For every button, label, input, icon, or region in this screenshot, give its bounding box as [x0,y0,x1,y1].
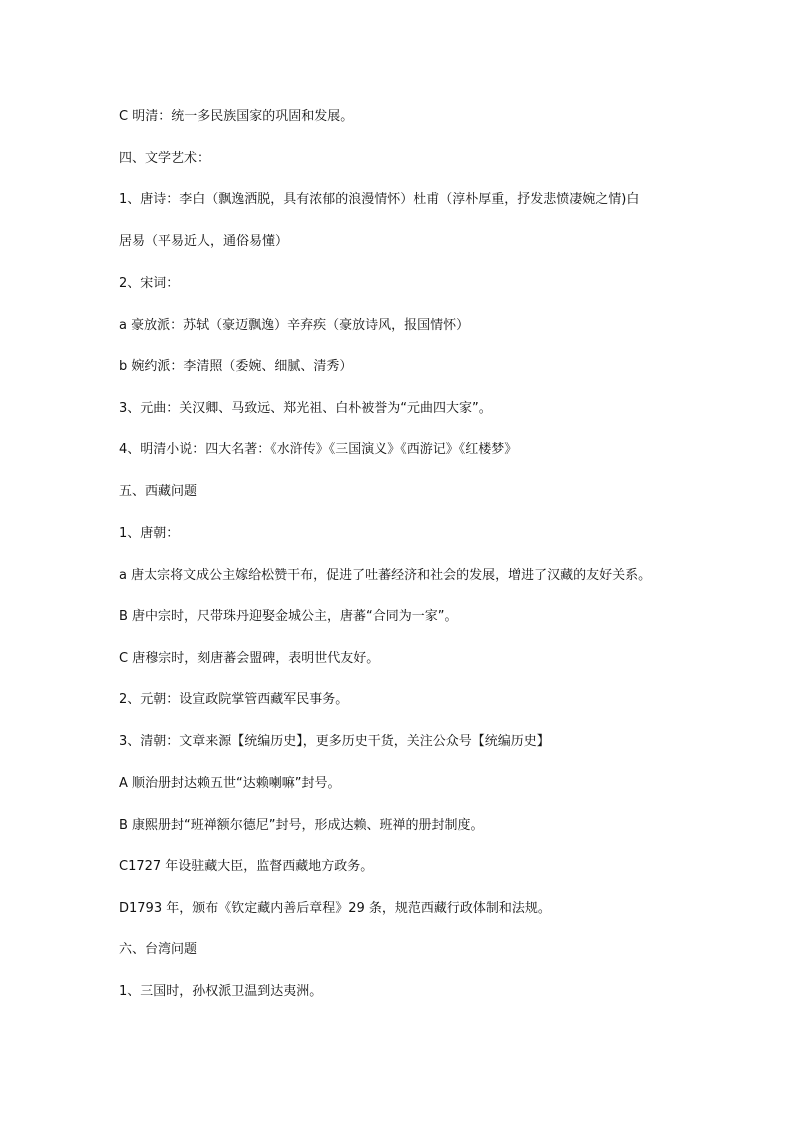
text-line: 1、唐诗：李白（飘逸洒脱，具有浓郁的浪漫情怀）杜甫（淳朴厚重，抒发悲愤凄婉之情)白 [119,192,640,207]
text-line: B 康熙册封“班禅额尔德尼”封号，形成达赖、班禅的册封制度。 [119,818,484,833]
text-line: C 唐穆宗时，刻唐蕃会盟碑，表明世代友好。 [119,651,380,666]
section-heading: 五、西藏问题 [119,484,198,499]
text-line: 1、唐朝： [119,526,180,541]
section-heading: 四、文学艺术： [119,151,211,166]
text-line: 4、明清小说：四大名著：《水浒传》《三国演义》《西游记》《红楼梦》 [119,442,518,457]
text-line: 3、清朝：文章来源【统编历史】，更多历史干货，关注公众号【统编历史】 [119,734,550,749]
text-line: A 顺治册封达赖五世“达赖喇嘛”封号。 [119,776,341,791]
section-heading: 六、台湾问题 [119,942,198,957]
text-line: B 唐中宗时，尺带珠丹迎娶金城公主，唐蕃“合同为一家”。 [119,609,458,624]
text-line: 2、宋词： [119,276,180,291]
text-line: 3、元曲：关汉卿、马致远、郑光祖、白朴被誉为“元曲四大家”。 [119,401,492,416]
text-line: b 婉约派：李清照（委婉、细腻、清秀） [119,359,353,374]
text-line: a 豪放派：苏轼（豪迈飘逸）辛弃疾（豪放诗风，报国情怀） [119,318,470,333]
text-line: C1727 年设驻藏大臣，监督西藏地方政务。 [119,859,374,874]
text-line: C 明清：统一多民族国家的巩固和发展。 [119,109,354,124]
text-line: 居易（平易近人，通俗易懂） [119,234,289,249]
text-line: 1、三国时，孙权派卫温到达夷洲。 [119,984,323,999]
text-line: a 唐太宗将文成公主嫁给松赞干布，促进了吐蕃经济和社会的发展，增进了汉藏的友好关系。 [119,568,652,583]
text-line: D1793 年，颁布《钦定藏内善后章程》29 条，规范西藏行政体制和法规。 [119,901,551,916]
text-line: 2、元朝：设宣政院掌管西藏军民事务。 [119,692,349,707]
